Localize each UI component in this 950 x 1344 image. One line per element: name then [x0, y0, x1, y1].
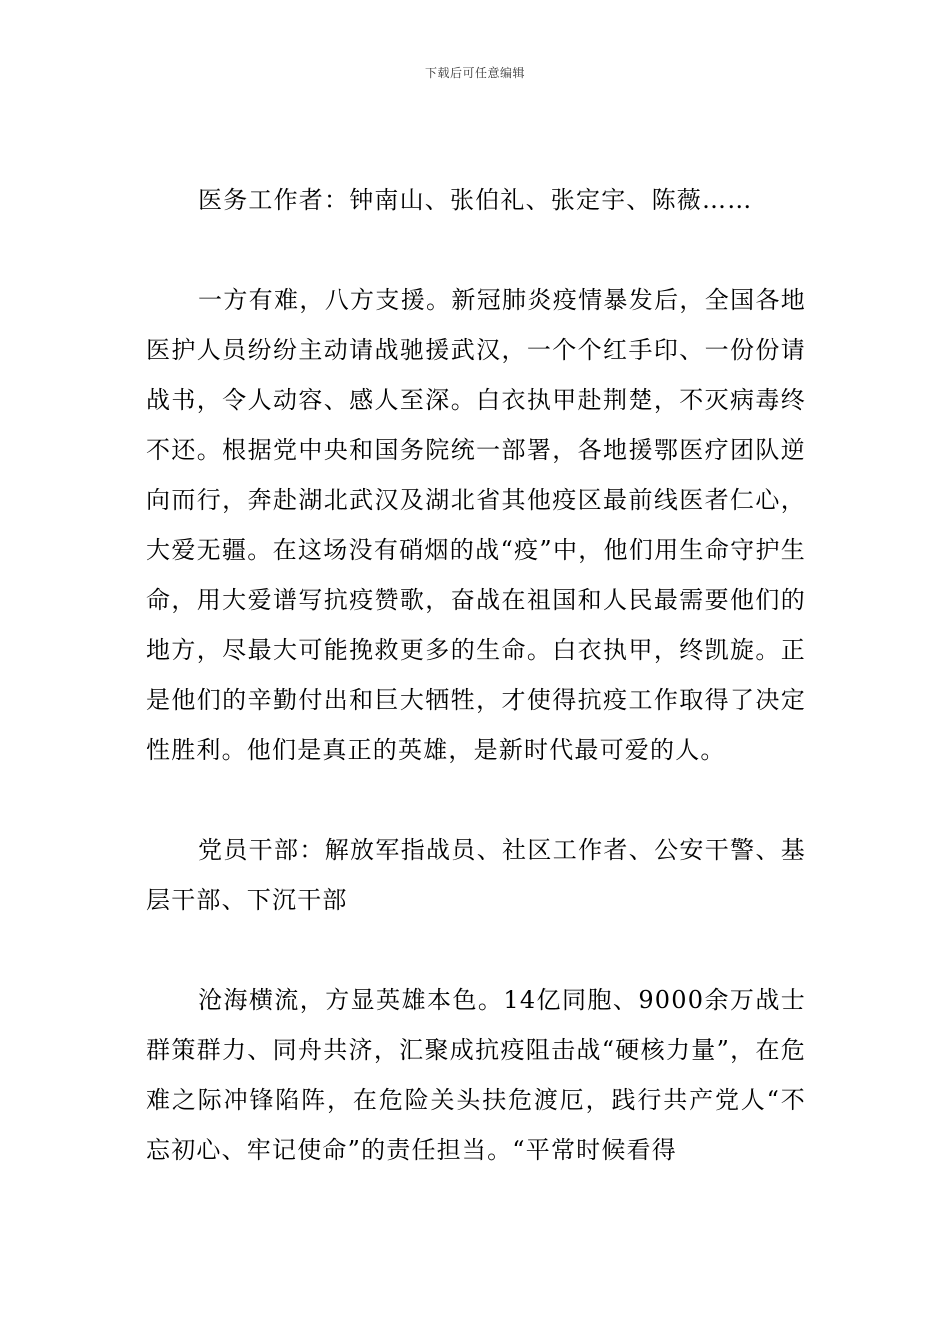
section-heading-medical-workers: 医务工作者：钟南山、张伯礼、张定宇、陈薇……	[198, 186, 753, 214]
paragraph-gap	[146, 925, 806, 975]
paragraph-gap	[146, 225, 806, 275]
paragraph-party-cadres: 沧海横流，方显英雄本色。14亿同胞、9000余万战士群策群力、同舟共济，汇聚成抗疫阻击战“硬核力量”，在危难之际冲锋陷阵，在危险关头扶危渡厄，践行共产党人“不忘初心、牢记使命”的责任担当。“平常时候看得	[146, 986, 806, 1164]
document-body	[146, 175, 806, 1175]
paragraph-medical-workers: 一方有难，八方支援。新冠肺炎疫情暴发后，全国各地医护人员纷纷主动请战驰援武汉，一个个红手印、一份份请战书，令人动容、感人至深。白衣执甲赴荆楚，不灭病毒终不还。根据党中央和国务院统一部署，各地援鄂医疗团队逆向而行，奔赴湖北武汉及湖北省其他疫区最前线医者仁心，大爱无疆。在这场没有硝烟的战“疫”中，他们用生命守护生命，用大爱谱写抗疫赞歌，奋战在祖国和人民最需要他们的地方，尽最大可能挽救更多的生命。白衣执甲，终凯旋。正是他们的辛勤付出和巨大牺牲，才使得抗疫工作取得了决定性胜利。他们是真正的英雄，是新时代最可爱的人。	[146, 286, 806, 764]
section-heading-party-cadres: 党员干部：解放军指战员、社区工作者、公安干警、基层干部、下沉干部	[146, 836, 806, 914]
paragraph-gap	[146, 775, 806, 825]
header-note: 下载后可任意编辑	[424, 66, 525, 80]
